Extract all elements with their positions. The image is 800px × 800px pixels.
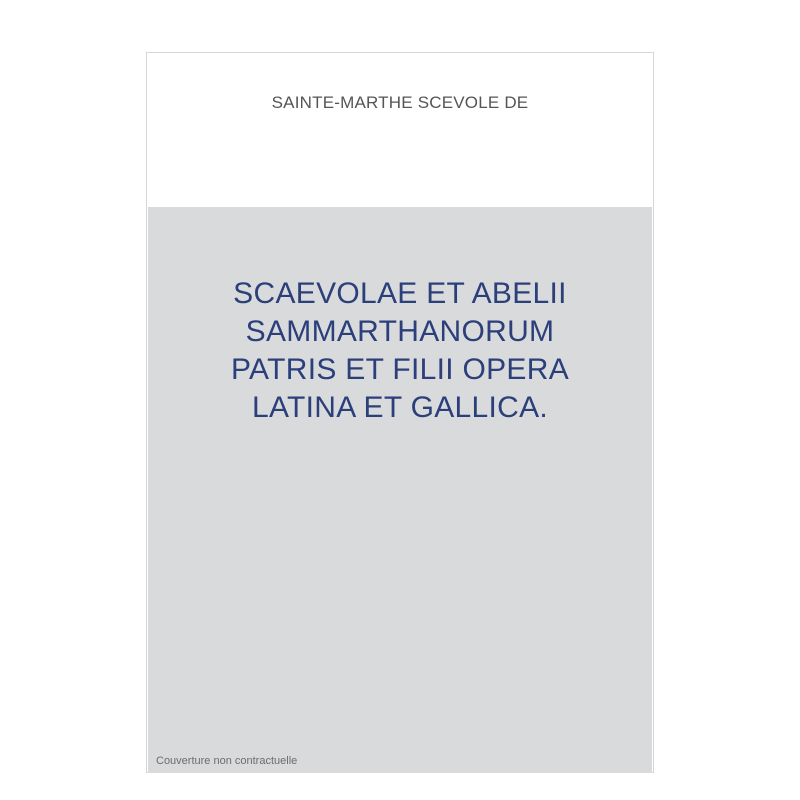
title-panel — [148, 207, 652, 773]
book-title — [148, 275, 652, 427]
book-title-line: SCAEVOLAE ET ABELII — [233, 277, 567, 310]
book-title-line: SAMMARTHANORUM — [245, 315, 555, 348]
book-title-line: LATINA ET GALLICA. — [251, 391, 549, 424]
book-cover — [146, 52, 654, 773]
book-title-line: PATRIS ET FILII OPERA — [230, 353, 570, 386]
book-author: SAINTE-MARTHE SCEVOLE DE — [271, 93, 529, 112]
cover-disclaimer: Couverture non contractuelle — [156, 755, 298, 767]
